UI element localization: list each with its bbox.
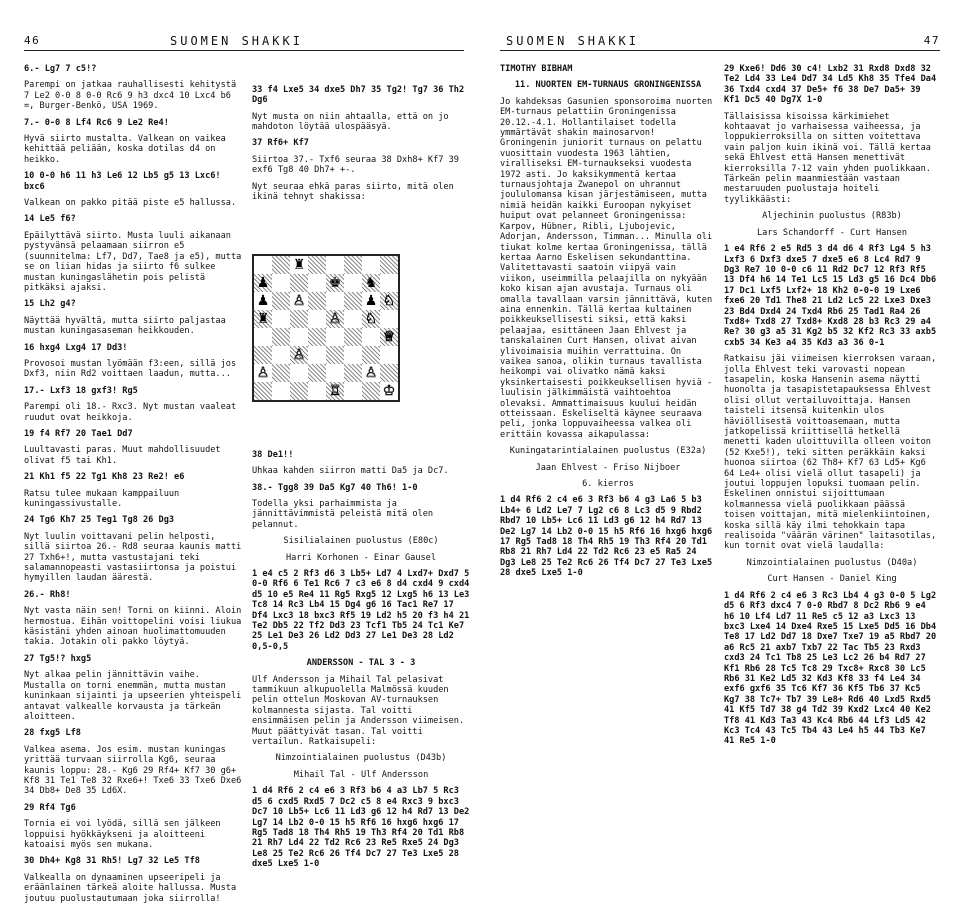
board-square [380,382,398,400]
game-moves: 1 e4 c5 2 Rf3 d6 3 Lb5+ Ld7 4 Lxd7+ Dxd7 5 0-0 Rf6 6 Te1 Rc6 7 c3 e6 8 d4 cxd4 9 cxd4 d5 10 e5 Re4 11 Rg5 Rxg5 12 Lxg5 h6 13 Le3 Tc8 14 Rc3 Lb4 15 Dg4 g6 16 Tac1 Re7 17 Df4 Lxc3 18 bxc3 Rf5 19 Ld2 h5 20 f3 h4 21 Te2 Db5 22 Tf2 Dd3 23 Tcf1 Tb5 24 Tc1 Ke7 25 Le1 De3 26 Ld2 Dd3 27 Le1 De3 28 Ld2 0,5-0,5 [252,568,475,652]
game-header: Mihail Tal - Ulf Andersson [293,769,429,780]
board-square [272,364,290,382]
game-header: Kuningatarintialainen puolustus (E32a) [509,446,707,457]
board-square [380,256,398,274]
board-square [362,274,380,292]
board-square [362,364,380,382]
section-heading: ANDERSSON - TAL 3 - 3 [306,658,416,669]
chess-diagram [252,233,470,423]
board-square [272,328,290,346]
game-header: Harri Korhonen - Einar Gausel [285,552,437,563]
game-header: Nimzointialainen puolustus (D40a) [746,557,918,568]
game-header: Curt Hansen - Daniel King [767,574,897,585]
move-line: 33 f4 Lxe5 34 dxe5 Dh7 35 Tg2! Tg7 36 Th2 Dg6 [252,84,470,106]
game-moves: 29 Kxe6! Dd6 30 c4! Lxb2 31 Rxd8 Dxd8 32 Te2 Ld4 33 Le4 Dd7 34 Ld5 Kh8 35 Tfe4 Da4 36 Txd4 cxd4 37 De5+ f6 38 De7 Da5+ 39 Kf1 Dc5 40 Dg7X 1-0 [724,64,942,106]
board-square [254,256,272,274]
board-square [326,364,344,382]
move-line: 17.- Lxf3 18 gxf3! Rg5 [24,385,138,396]
white-piece-icon: ♔ [382,383,396,400]
board-square [362,310,380,328]
board-square [254,310,272,328]
left-header-rule [24,50,464,51]
text-column-4 [724,64,942,747]
left-page-number: 46 [24,34,41,47]
move-line: 14 Le5 f6? [24,214,76,225]
board-square [380,274,398,292]
article-title: 11. NUORTEN EM-TURNAUS GRONINGENISSA [514,80,702,91]
annotation-text: Uhkaa kahden siirron matti Da5 ja Dc7. [252,466,449,477]
white-piece-icon: ♙ [256,365,270,382]
board-square [362,292,380,310]
board-square [362,328,380,346]
right-header-rule [500,50,940,51]
board-square [344,382,362,400]
board-square [308,364,326,382]
annotation-text: Nyt musta on niin ahtaalla, että on jo mahdoton löytää ulospääsyä. [252,111,454,133]
annotation-text: Nyt seuraa ehkä paras siirto, mitä olen ikinä tehnyt shakissa: [252,181,459,203]
right-page-number: 47 [923,34,940,47]
board-square [290,274,308,292]
annotation-text: Näyttää hyvältä, mutta siirto paljastaa mustan kuningasaseman heikkouden. [24,315,231,337]
annotation-text: Luultavasti paras. Muut mahdollisuudet olivat f5 tai Kh1. [24,445,226,466]
article-text: Tällaisissa kisoissa kärkimiehet kohtaavat jo varhaisessa vaiheessa, ja loppukierroksilla on sitten voitettava vain paljon kuin ikinä voi. Tällä kertaa sekä Ehlvest että Hansen menettivät kierroksilla 7-12 vain yhden puolikkaan. Tärkeän pelin maanmiestään vastaan mestaruuden puolustaja hoiteli tyylikkäästi: [724,111,937,205]
board-square [380,292,398,310]
board-square [308,310,326,328]
move-line: 30 Dh4+ Kg8 31 Rh5! Lg7 32 Le5 Tf8 [24,856,200,867]
text-column-2 [252,64,475,870]
board-square [254,346,272,364]
move-line: 29 Rf4 Tg6 [24,802,76,813]
white-piece-icon: ♘ [382,293,396,310]
black-piece-icon: ♞ [364,275,378,292]
black-piece-icon: ♟ [256,293,270,310]
board-square [362,256,380,274]
annotation-text: Provosoi mustan lyömään f3:een, sillä jos Dxf3, niin Rd2 voittaen laadun, mutta... [24,358,242,380]
move-line: 37 Rf6+ Kf7 [252,138,309,149]
board-square [272,382,290,400]
board-square [272,292,290,310]
board-square [254,328,272,346]
board-square [272,310,290,328]
board-square [326,328,344,346]
board-square [290,292,308,310]
white-piece-icon: ♘ [364,311,378,328]
board-square [290,310,308,328]
move-line: 27 Tg5!? hxg5 [24,653,92,664]
move-line: 26.- Rh8! [24,589,71,600]
annotation-text: Nyt luulin voittavani pelin helposti, sillä siirtoa 26.- Rd8 seuraa kaunis matti 27 Txh6+!, mutta vastustajani teki salamannopeasti vastasiirtonsa ja poistui hymyillen laudan äärestä. [24,531,247,584]
board-square [290,346,308,364]
game-moves: 1 d4 Rf6 2 c4 e6 3 Rc3 Lb4 4 g3 0-0 5 Lg2 d5 6 Rf3 dxc4 7 0-0 Rbd7 8 Dc2 Rb6 9 e4 h6 10 Lf4 Ld7 11 Re5 c5 12 a3 Lxc3 13 bxc3 Lxe4 14 Dxe4 Rxe5 15 Lxe5 Dd5 16 Db4 Te8 17 Ld2 Dd7 18 Dxe7 Txe7 19 a5 Rbd7 20 a6 Rc5 21 axb7 Txb7 22 Tac Tb5 23 Rxd3 cxd3 24 Tc1 Tb8 25 Le3 Lc2 26 b4 Rd7 27 Kf1 Rb6 28 Tc5 Tc8 29 Txc8+ Rxc8 30 Lc5 Rb6 31 Ke2 Ld5 32 Kd3 Kf8 33 f4 Le4 34 exf6 gxf6 35 Tc6 Kf7 36 Kf5 Tb6 37 Kc5 Kg7 38 Tc7+ Tb7 39 Le8+ Rd6 40 Lxd5 Rxd5 41 Kf5 Td7 38 g4 Td2 39 Kxd2 Lxc4 40 Ke2 Tf8 41 Kd3 Ta3 43 Kc4 Rb6 44 Lf3 Ld5 42 Kc3 Tc4 43 Tc5 Tb4 43 Le4 h5 44 Tb3 Ke7 41 Re5 1-0 [724,590,942,747]
board-square [290,256,308,274]
board-square [344,310,362,328]
board-square [308,292,326,310]
board-square [308,274,326,292]
white-piece-icon: ♕ [382,329,396,346]
board-square [326,346,344,364]
move-line: 16 hxg4 Lxg4 17 Dd3! [24,342,128,353]
white-piece-icon: ♙ [364,365,378,382]
white-piece-icon: ♙ [292,347,306,364]
black-piece-icon: ♚ [328,275,342,292]
black-piece-icon: ♜ [256,311,270,328]
board-square [326,274,344,292]
board-square [308,346,326,364]
game-header: Lars Schandorff - Curt Hansen [756,227,908,238]
black-piece-icon: ♟ [256,275,270,292]
board-square [326,310,344,328]
board-square [380,328,398,346]
game-header: Nimzointialainen puolustus (D43b) [275,753,447,764]
game-header: Jaan Ehlvest - Friso Nijboer [535,462,681,473]
annotation-text: Valkean on pakko pitää piste e5 hallussa. [24,198,237,209]
move-line: 28 fxg5 Lf8 [24,728,81,739]
board-square [326,256,344,274]
annotation-text: Tornia ei voi lyödä, sillä sen jälkeen loppuisi hyökkäykseni ja aloitteeni katoaisi myös sen mukana. [24,819,226,850]
board-square [344,292,362,310]
board-square [326,382,344,400]
board-square [344,274,362,292]
annotation-text: Nyt vasta näin sen! Torni on kiinni. Aloin hermostua. Eihän voittopelini voisi liukua käsistäni yhden ainoan huolimattomuuden takia. Jotakin oli pakko löytyä. [24,606,247,648]
move-line: 38.- Tgg8 39 Da5 Kg7 40 Th6! 1-0 [252,482,418,493]
board-square [290,382,308,400]
article-author: TIMOTHY BIBHAM [500,64,573,74]
board-square [272,346,290,364]
white-piece-icon: ♙ [328,311,342,328]
move-line: 10 0-0 h6 11 h3 Le6 12 Lb5 g5 13 Lxc6! bxc6 [24,171,226,192]
annotation-text: Todella yksi parhaimmista ja jännittävimmistä peleistä mitä olen pelannut. [252,498,439,530]
board-square [272,274,290,292]
board-square [326,292,344,310]
chess-board [252,254,400,402]
white-piece-icon: ♙ [292,293,306,310]
board-square [290,328,308,346]
board-square [362,346,380,364]
article-text: Ratkaisu jäi viimeisen kierroksen varaan, jolla Ehlvest teki varovasti nopean tasapelin, koska Hansenin asema näytti huonolta ja tasapistetapauksessa Ehlvest olisi ollut vertailuvoittaja. Hansen taisteli itsensä kuitenkin ulos häviöllisestä voittoasemaan, mutta jatkopelissä kriittisellä hetkellä menetti kaden uloittuvilla olleen voiton (52 Kxe5!), teki sitten peräkkäin kaksi huonoa siirtoa (62 Th8+ Kf7 63 Ld5+ Kg6 64 Le4+ olisi vielä ollut tasapeli) ja joutui loppujen lopuksi tuomaan pelin. Eskelinen onnistui sijoittumaan kolmannessa vielä puolikkaan päässä toisen voittajan, mitä mielenkiintoinen, koska sillä käy ilmi tehokkain tapa realisoida "väärän värinen" laitasotilas, kun tornit ovat vielä laudalla: [724,354,942,552]
annotation-text: Valkealla on dynaaminen upseeripeli ja eräänlainen tärkeä aloite hallussa. Musta joutuu puolustautumaan joka siirrolla! [24,872,242,904]
game-header: 6. kierros [582,479,634,490]
annotation-text: Parempi oli 18.- Rxc3. Nyt mustan vaaleat ruudut ovat heikkoja. [24,402,242,423]
white-piece-icon: ♖ [328,383,342,400]
left-running-title: SUOMEN SHAKKI [170,34,303,48]
board-square [380,346,398,364]
article-text: Jo kahdeksas Gasunien sponsoroima nuorten EM-turnaus pelattiin Groningenissa 20.12.-4.1. Hollantilaiset todella ymmärtävät shakin mainosarvon! Groningenin juniorit turnaus on pelattu vuosittain vuodesta 1963 lähtien, viralliseksi EM-turnaukseksi vuodesta 1972 asti. Jo kaksikymmentä kertaa turnausjohtaja Zwanepol on uhrannut joululomansa kisan järjestämiseen, mutta nimiä heidän kaikki Euroopan nykyiset huiput ovat pelanneet Groningenissa: Karpov, Hübner, Ribli, Ljubojevic, Adorjan, Andersson, Timman... Minulla oli tiukat kolme kertaa Groningenissa, tällä kertaa Aarno Eskelisen sekundanttina. Valitettavasti saatoin viipyä vain viikon, useimmilla pelaajilla on nykyään koko kisan ajan avustaja. Turnaus oli omalla tavallaan varsin jännittävä, kuten aina ennenkin. Tällä kertaa kultainen poikkeuksellisesti siksi, että kaksi pelaajaa, esittäneen Jaan Ehlvest ja tanskalainen Curt Hansen, olivat aivan ylivoimaisia muihin verrattuina. On vaikea sanoa, olikin turnaus tavallista heikompi vai olivatko nämä kaksi yksinkertaisesti poikkeuksellisen hyviä - luulisin jälkimmäistä vaihtoehtoa olevaksi. Ammattimaisuus kuului heidän otteissaan. Eskeliseltä käynee seuraava peli, jonka loppuvaiheessa valkea oli erittäin kovassa aikapulassa: [500,96,718,440]
board-square [308,256,326,274]
board-square [308,382,326,400]
board-square [344,328,362,346]
annotation-text: Hyvä siirto mustalta. Valkean on vaikea kehittää peliään, koska dotilas d4 on heikko. [24,134,231,165]
article-text: Ulf Andersson ja Mihail Tal pelasivat tammikuun alkupuolella Malmössä kuuden pelin ottelun Moskovan AV-turnauksen kolmannesta sijasta. Tal voitti ensimmäisen pelin ja Andersson viimeisen. Muut päättyivät tasan. Tal voitti vertailun. Ratkaisupeli: [252,674,470,748]
board-square [272,256,290,274]
game-header: Aljechinin puolustus (R83b) [762,211,902,222]
board-square [344,364,362,382]
game-header: Sisilialainen puolustus (E80c) [283,536,439,547]
board-square [380,310,398,328]
annotation-text: Parempi on jatkaa rauhallisesti kehitystä 7 Le2 0-0 8 0-0 Rc6 9 h3 dxc4 10 Lxc4 b6 =, Burger-Benkö, USA 1969. [24,80,242,112]
black-piece-icon: ♟ [364,293,378,310]
board-square [362,382,380,400]
board-square [308,328,326,346]
move-line: 21 Kh1 f5 22 Tg1 Kh8 23 Re2! e6 [24,472,185,483]
board-square [344,346,362,364]
game-moves: 1 d4 Rf6 2 c4 e6 3 Rf3 b6 4 a3 Lb7 5 Rc3 d5 6 cxd5 Rxd5 7 Dc2 c5 8 e4 Rxc3 9 bxc3 Dc7 10 Lb5+ Lc6 11 Ld3 g6 12 h4 Rd7 13 De2 Lg7 14 Lb2 0-0 15 h5 Rf6 16 hxg6 hxg6 17 Rg5 Tad8 18 Th4 Rh5 19 Th3 Rf4 20 Td1 Rb8 21 Rh7 Ld4 22 Td2 Rc6 23 Re5 Rxe5 24 Dg3 Le8 25 Te2 Rc6 26 Tf4 Dc7 27 Te3 Lxe5 28 dxe5 Lxe5 1-0 [252,786,475,870]
right-running-title: SUOMEN SHAKKI [506,34,639,48]
game-moves: 1 e4 Rf6 2 e5 Rd5 3 d4 d6 4 Rf3 Lg4 5 h3 Lxf3 6 Dxf3 dxe5 7 dxe5 e6 8 Lc4 Rd7 9 Dg3 Re7 10 0-0 c6 11 Rd2 Dc7 12 Rf3 Rf5 13 Df4 h6 14 Te1 Lc5 15 Ld3 g5 16 Dc4 Db6 17 Dc1 Lxf5 Lxf2+ 18 Kh2 0-0-0 19 Lxe6 fxe6 20 Td1 The8 21 Ld2 Lc5 22 Lxe3 Dxe3 23 Bd4 Dxd4 24 Txd4 Rb6 25 Tad1 Ra4 26 Txd8+ Txd8 27 Txd8+ Kxd8 28 b3 Rc3 29 a4 Re? 30 g3 a5 31 Kg2 b5 32 Kf2 Rc3 33 axb5 cxb5 34 Ke3 a4 35 Kd3 a3 36 0-1 [724,244,942,348]
board-square [344,256,362,274]
annotation-text: Siirtoa 37.- Txf6 seuraa 38 Dxh8+ Kf7 39 exf6 Tg8 40 Dh7+ +-. [252,154,465,176]
move-line: 38 De1!! [252,449,294,460]
text-column-1 [24,64,247,904]
move-line: 19 f4 Rf7 20 Tae1 Dd7 [24,428,133,439]
move-line: 15 Lh2 g4? [24,299,76,310]
board-square [254,274,272,292]
board-square [254,364,272,382]
board-square [290,364,308,382]
move-line: 24 Tg6 Kh7 25 Teg1 Tg8 26 Dg3 [24,515,175,526]
annotation-text: Valkea asema. Jos esim. mustan kuningas yrittää turvaan siirrolla Kg6, seuraa kaunis loppu: 28.- Kg6 29 Rf4+ Kf7 30 g6+ Kf8 31 Te1 Te8 32 Rxe6+! Txe6 33 Txe6 Dxe6 34 Db8+ De8 35 Ld6X. [24,744,247,797]
annotation-text: Epäilyttävä siirto. Musta luuli aikanaan pystyvänsä pelaamaan siirron e5 (suunnitelma: Lf7, Dd7, Tae8 ja e5), mutta se on liian hidas ja siirto f6 sulkee mustan kuningaslähetin pois pelistä pitkäksi ajaksi. [24,230,247,293]
board-square [380,364,398,382]
black-piece-icon: ♜ [292,257,306,274]
board-square [254,382,272,400]
annotation-text: Ratsu tulee mukaan kamppailuun kuningassivustalle. [24,488,185,509]
move-line: 7.- 0-0 8 Lf4 Rc6 9 Le2 Re4! [24,117,169,128]
board-square [254,292,272,310]
move-line: 6.- Lg7 7 c5!? [24,64,97,74]
annotation-text: Nyt alkaa pelin jännittävin vaihe. Mustalla on torni enemmän, mutta mustan kuninkaan sijainti ja upseerien yhteispeli antavat valkealle korvausta ja tärkeän aloitteen. [24,670,247,722]
text-column-3 [500,64,716,684]
game-moves: 1 d4 Rf6 2 c4 e6 3 Rf3 b6 4 g3 La6 5 b3 Lb4+ 6 Ld2 Le7 7 Lg2 c6 8 Lc3 d5 9 Rbd2 Rbd7 10 Lb5+ Lc6 11 Ld3 g6 12 h4 Rd7 13 De2 Lg7 14 Lb2 0-0 15 h5 Rf6 16 hxg6 hxg6 17 Rg5 Tad8 18 Th4 Rh5 19 Th3 Rf4 20 Td1 Rb8 21 Rh7 Ld4 22 Td2 Rc6 23 e5 Ra5 24 Dg3 Le8 25 Te2 Rc6 26 Tf4 Dc7 27 Te3 Lxe5 28 dxe5 Lxe5 1-0 [500,495,718,579]
